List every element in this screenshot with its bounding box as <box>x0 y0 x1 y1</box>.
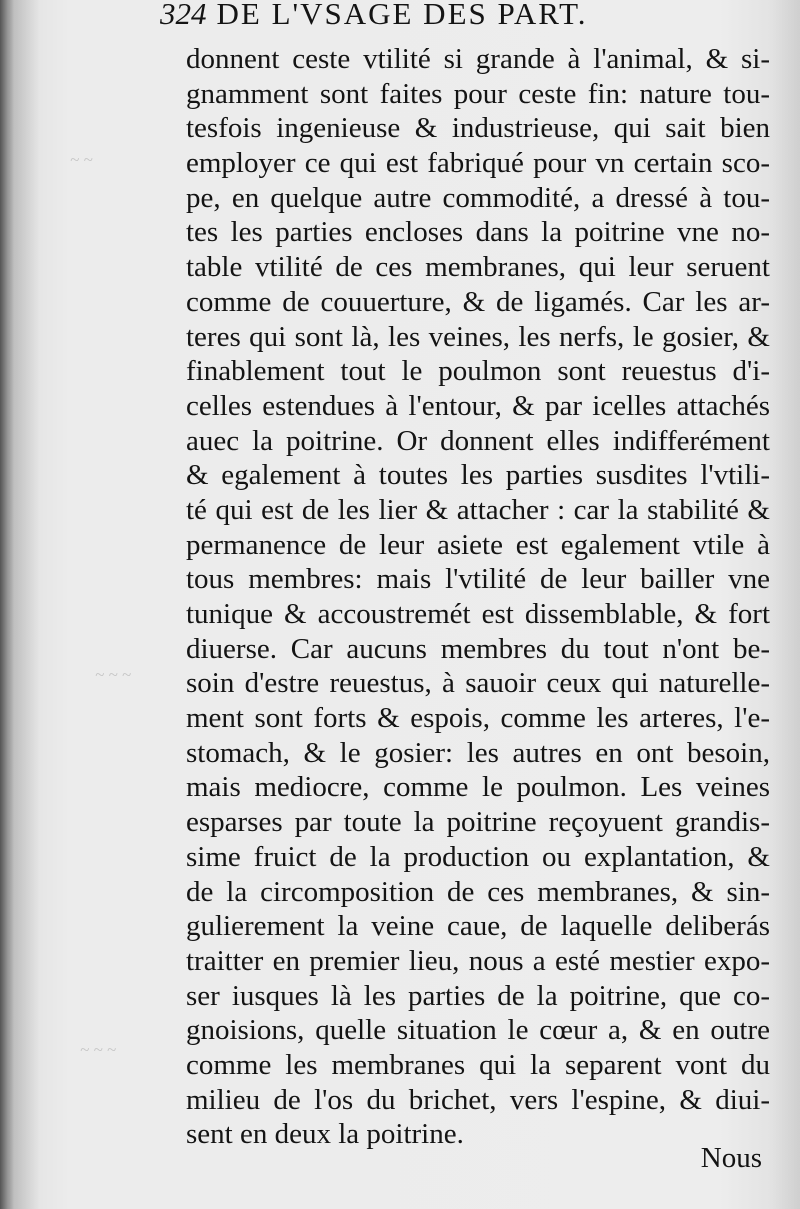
text-line: tous membres: mais l'vtilité de leur bailler vne <box>186 563 770 596</box>
text-line: ser iusques là les parties de la poitrine, que co- <box>186 979 770 1012</box>
text-line: & egalement à toutes les parties susdites l'vtili- <box>186 459 770 492</box>
text-line: gulierement la veine caue, de laquelle deliberás <box>186 910 770 943</box>
text-line: auec la poitrine. Or donnent elles indifferément <box>186 424 770 457</box>
text-line: sent en deux la poitrine. <box>186 1118 464 1151</box>
text-line: permanence de leur asiete est egalement vtile à <box>186 528 770 561</box>
text-line: table vtilité de ces membranes, qui leur seruent <box>186 251 770 284</box>
text-line: milieu de l'os du brichet, vers l'espine, & diui- <box>186 1083 770 1116</box>
body-text <box>186 42 770 1152</box>
text-line: esparses par toute la poitrine reçoyuent grandis- <box>186 806 770 839</box>
text-line: gnamment sont faites pour ceste fin: nature tou- <box>186 77 770 110</box>
text-line: teres qui sont là, les veines, les nerfs, le gosier, & <box>186 320 770 353</box>
text-line: finablement tout le poulmon sont reuestus d'i- <box>186 355 770 388</box>
running-title: DE L'VSAGE DES PART. <box>216 0 588 31</box>
text-line: soin d'estre reuestus, à sauoir ceux qui naturelle- <box>186 667 770 700</box>
text-line: employer ce qui est fabriqué pour vn certain sco- <box>186 147 770 180</box>
text-line: diuerse. Car aucuns membres du tout n'ont be- <box>186 632 770 665</box>
text-line: comme de couuerture, & de ligamés. Car les ar- <box>186 285 770 318</box>
text-line: de la circomposition de ces membranes, & sin- <box>186 875 770 908</box>
text-line: sime fruict de la production ou explantation, & <box>186 840 770 873</box>
text-line: té qui est de les lier & attacher : car la stabilité & <box>186 493 770 526</box>
page-number: 324 <box>160 0 207 31</box>
bleed-through-mark: ~ ~ <box>70 150 93 169</box>
text-line: pe, en quelque autre commodité, a dressé à tou- <box>186 181 770 214</box>
bleed-through-mark: ~ ~ ~ <box>80 1040 117 1059</box>
text-line: celles estendues à l'entour, & par icelles attachés <box>186 389 770 422</box>
text-line: stomach, & le gosier: les autres en ont besoin, <box>186 736 770 769</box>
text-line: comme les membranes qui la separent vont du <box>186 1048 770 1081</box>
text-line: tes les parties encloses dans la poitrine vne no- <box>186 216 770 249</box>
bleed-through-mark: ~ ~ ~ <box>95 665 132 684</box>
running-head <box>160 0 780 32</box>
gutter-shadow <box>0 0 14 1209</box>
text-line: donnent ceste vtilité si grande à l'animal, & si- <box>186 43 770 75</box>
text-line: tesfois ingenieuse & industrieuse, qui sait bien <box>186 112 770 145</box>
catchword: Nous <box>700 1142 762 1174</box>
text-line: mais mediocre, comme le poulmon. Les veines <box>186 771 770 804</box>
text-line: tunique & accoustremét est dissemblable, & fort <box>186 598 770 630</box>
text-line: traitter en premier lieu, nous a esté mestier expo- <box>186 944 770 977</box>
text-line: ment sont forts & espois, comme les arteres, l'e- <box>186 702 770 735</box>
text-line: gnoisions, quelle situation le cœur a, & en outre <box>186 1014 770 1047</box>
